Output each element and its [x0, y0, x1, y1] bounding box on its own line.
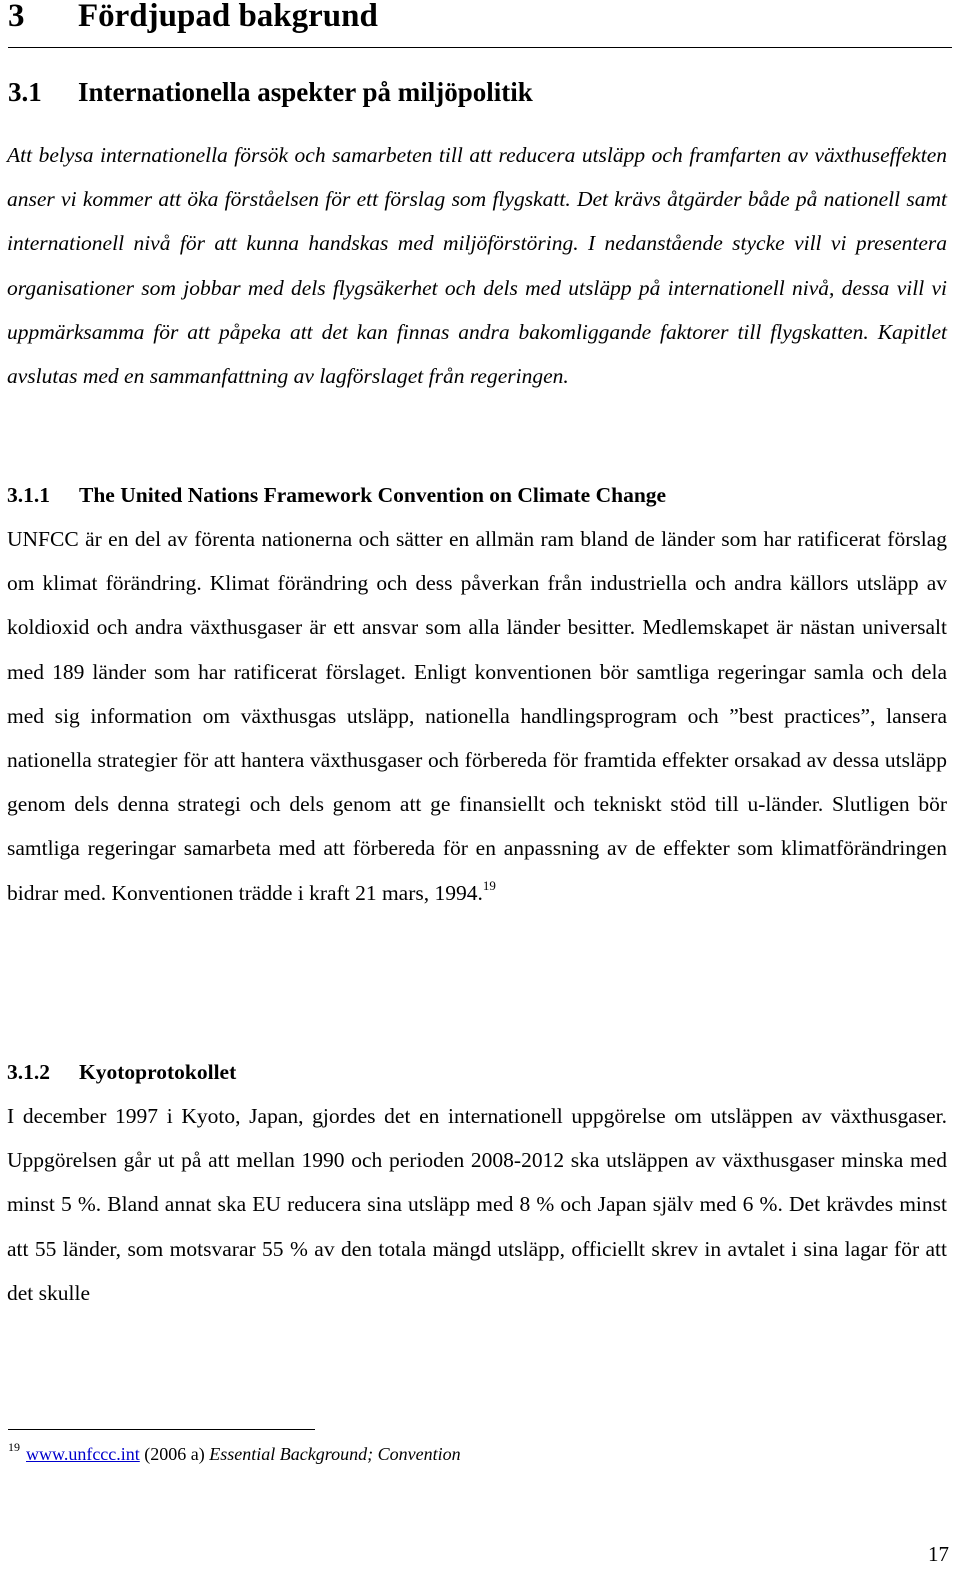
subsection-2-title: Kyotoprotokollet: [79, 1060, 237, 1084]
subsection-1-heading: [7, 473, 666, 517]
section-title: Internationella aspekter på miljöpolitik: [78, 77, 533, 107]
subsection-1-number: 3.1.1: [7, 483, 50, 507]
section-number: 3.1: [8, 77, 42, 107]
chapter-heading: [8, 0, 378, 38]
subsection-2-heading: [7, 1050, 236, 1094]
subsection-1-title: The United Nations Framework Convention on Climate Change: [79, 483, 667, 507]
section-intro-paragraph: Att belysa internationella försök och samarbeten till att reducera utsläpp och framfarten av växthuseffekten anser vi kommer att öka förståelsen för ett förslag som flygskatt. Det krävs åtgärder både på nationell samt internationell nivå för att kunna handskas med miljöförstöring. I nedanstående stycke vill vi presentera organisationer som jobbar med dels flygsäkerhet och dels med utsläpp på internationell nivå, dessa vill vi uppmärksamma för att påpeka att det kan finnas andra bakomliggande faktorer till flygskatten. Kapitlet avslutas med en sammanfattning av lagförslaget från regeringen.: [7, 143, 947, 389]
subsection-2-paragraph: I december 1997 i Kyoto, Japan, gjordes det en internationell uppgörelse om utsläppen av växthusgaser. Uppgörelsen går ut på att mellan 1990 och perioden 2008-2012 ska utsläppen av växthusgaser minska med minst 5 %. Bland annat ska EU reducera sina utsläpp med 8 % och Japan själv med 6 %. Det krävdes minst att 55 länder, som motsvarar 55 % av den totala mängd utsläpp, officiellt skrev in avtalet i sina lagar för att det skulle: [7, 1104, 947, 1305]
section-heading: [8, 72, 533, 112]
footnote-citation: (2006 a): [144, 1444, 205, 1464]
subsection-2-number: 3.1.2: [7, 1060, 50, 1084]
chapter-number: 3: [8, 0, 25, 34]
footnote: [8, 1441, 461, 1467]
chapter-title: Fördjupad bakgrund: [78, 0, 378, 34]
footnote-number: 19: [8, 1440, 20, 1454]
footnote-reference[interactable]: 19: [482, 877, 496, 893]
footnote-divider: [8, 1429, 315, 1430]
page-number: 17: [928, 1542, 949, 1566]
subsection-1-body: UNFCC är en del av förenta nationerna och sätter en allmän ram bland de länder som har ratificerat förslag om klimat förändring. Klimat förändring och dess påverkan från industriella och andra källors utsläpp av koldioxid och andra växthusgaser är ett ansvar som alla länder besitter. Medlemskapet är nästan universalt med 189 länder som har ratificerat förslaget. Enligt konventionen bör samtliga regeringar samla och dela med sig information om växthusgas utsläpp, nationella handlingsprogram och ”best practices”, lansera nationella strategier för att hantera växthusgaser och förbereda för framtida effekter orsakad av dessa utsläpp genom dels denna strategi och dels genom att ge finansiellt och tekniskt stöd till u-länder. Slutligen bör samtliga regeringar samarbeta med att förbereda för en anpassning av de effekter som klimatförändringen bidrar med. Konventionen trädde i kraft 21 mars, 1994.: [7, 527, 947, 905]
footnote-title: Essential Background; Convention: [209, 1444, 461, 1464]
footnote-link[interactable]: www.unfccc.int: [26, 1444, 140, 1464]
chapter-divider: [8, 47, 952, 48]
subsection-1-paragraph: [7, 517, 947, 915]
